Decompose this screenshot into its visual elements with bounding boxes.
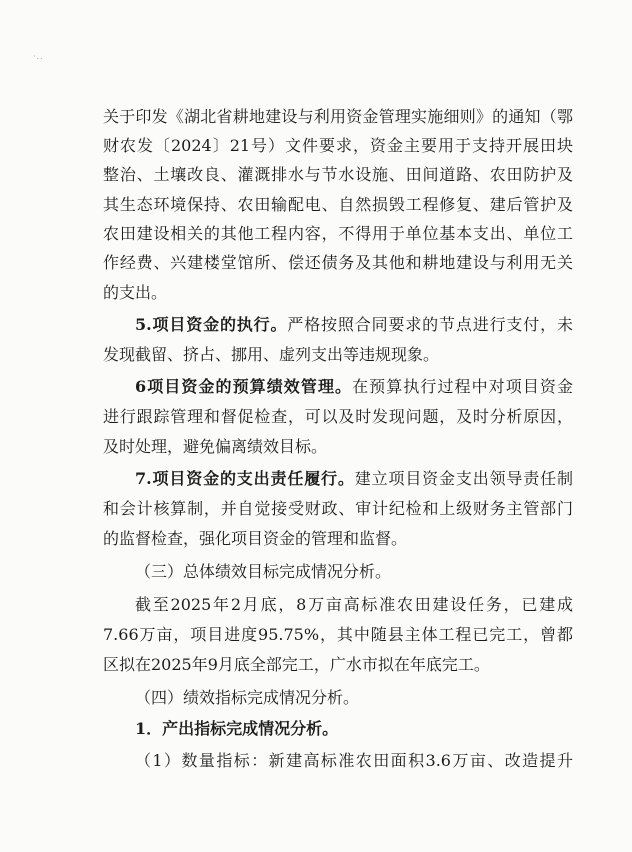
para-5-line-1: [135, 311, 573, 339]
para-7-heading: 7.项目资金的支出责任履行。: [135, 469, 355, 488]
para-6-text: 在预算执行过程中对项目资金: [352, 377, 573, 396]
para-6-line-3: 及时处理，避免偏离绩效目标。: [103, 437, 328, 456]
para-5-text: 严格按照合同要求的节点进行支付，未: [287, 315, 573, 334]
section-3-title: （三）总体绩效目标完成情况分析。: [135, 562, 392, 581]
section-4-subtitle: 1．产出指标完成情况分析。: [135, 719, 339, 738]
para-6-heading: 6项目资金的预算绩效管理。: [135, 377, 353, 396]
para-7-line-2: 和会计核算制，并自觉接受财政、审计纪检和上级财务主管部门: [103, 499, 573, 518]
text-line: 关于印发《湖北省耕地建设与利用资金管理实施细则》的通知（鄂: [103, 107, 573, 126]
section-4-item-1: （1）数量指标：新建高标准农田面积3.6万亩、改造提升: [135, 751, 573, 770]
section-3-line-2: 7.66万亩，项目进度95.75%，其中随县主体工程已完工，曾都: [103, 625, 573, 644]
para-6-line-1: [135, 373, 573, 401]
section-3-line-1: 截至2025年2月底，8万亩高标准农田建设任务，已建成: [135, 595, 573, 614]
para-7-text: 建立项目资金支出领导责任制: [354, 469, 573, 488]
text-line: 其生态环境保持、农田输配电、自然损毁工程修复、建后管护及: [103, 195, 573, 214]
para-7-line-3: 的监督检查，强化项目资金的管理和监督。: [103, 529, 408, 548]
text-line: 作经费、兴建楼堂馆所、偿还债务及其他和耕地建设与利用无关: [103, 253, 573, 272]
section-3-line-3: 区拟在2025年9月底全部完工，广水市拟在年底完工。: [103, 655, 490, 674]
para-5-heading: 5.项目资金的执行。: [135, 315, 288, 334]
text-line: 整治、土壤改良、灌溉排水与节水设施、田间道路、农田防护及: [103, 165, 573, 184]
para-5-line-2: 发现截留、挤占、挪用、虚列支出等违规现象。: [103, 345, 440, 364]
text-line: 的支出。: [103, 283, 168, 302]
text-line: 农田建设相关的其他工程内容，不得用于单位基本支出、单位工: [103, 224, 573, 243]
scan-mark: ·..: [33, 52, 44, 61]
para-6-line-2: 进行跟踪管理和督促检查，可以及时发现问题，及时分析原因，: [103, 407, 573, 426]
para-7-line-1: [135, 465, 573, 493]
section-4-title: （四）绩效指标完成情况分析。: [135, 688, 360, 707]
text-line: 财农发〔2024〕21号）文件要求，资金主要用于支持开展田块: [103, 136, 573, 155]
